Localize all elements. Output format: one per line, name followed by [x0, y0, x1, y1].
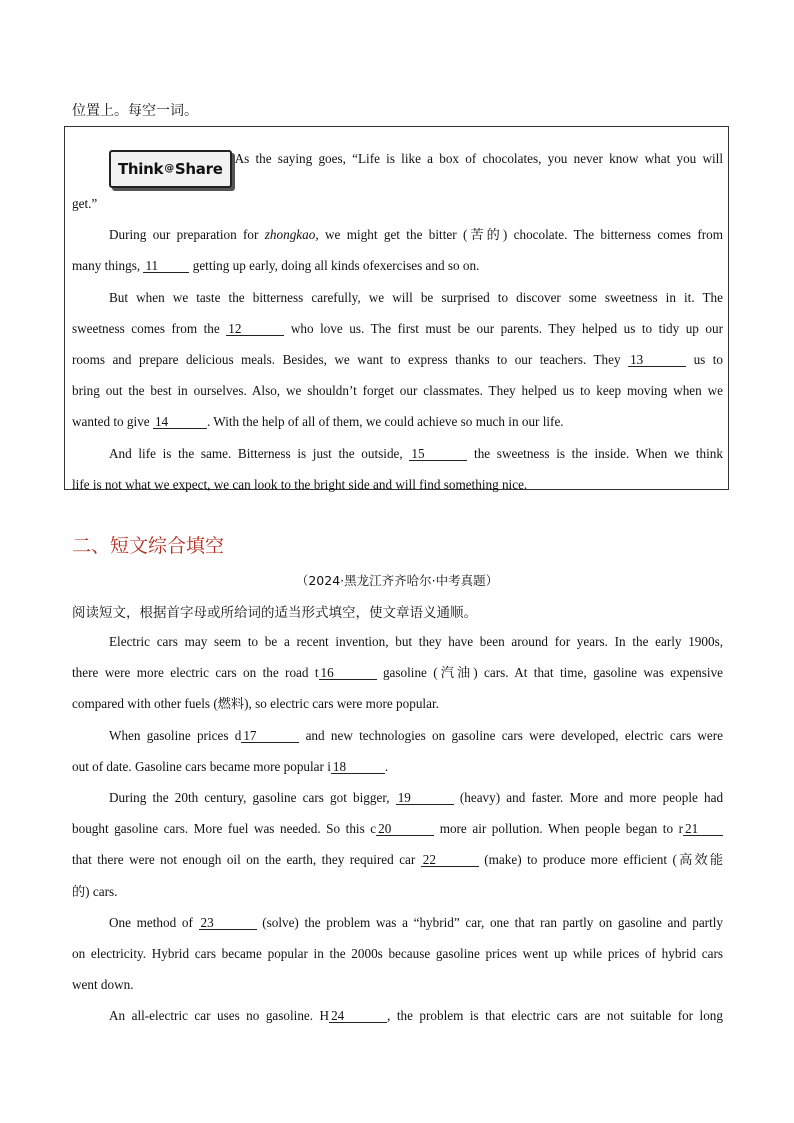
blank-18[interactable]: 18 — [331, 760, 385, 774]
blank-12[interactable]: 12 — [226, 322, 284, 336]
blank-21[interactable]: 21 — [683, 822, 723, 836]
think-share-box — [64, 126, 729, 490]
passage-line: sweetness comes from the 12 who love us. The first must be our parents. They helped us to tidy up our — [72, 320, 723, 336]
blank-14[interactable]: 14 — [153, 415, 207, 429]
passage-line: Electric cars may seem to be a recent invention, but they have been around for years. In the early 1900s, — [109, 634, 723, 649]
instruction-text: 阅读短文，根据首字母或所给词的适当形式填空，使文章语义通顺。 — [72, 605, 477, 621]
section-title: 二、短文综合填空 — [72, 535, 225, 557]
passage-line: many things, 11 getting up early, doing all kinds ofexercises and so on. — [72, 258, 480, 274]
passage-line: During our preparation for zhongkao, we might get the bitter (苦的) chocolate. The bitterness comes from — [109, 227, 723, 243]
blank-13[interactable]: 13 — [628, 353, 686, 367]
passage-line: An all-electric car uses no gasoline. H 24 , the problem is that electric cars are not suitable for long — [109, 1008, 723, 1024]
passage-line: there were more electric cars on the road t 16 gasoline (汽油) cars. At that time, gasoline was expensive — [72, 665, 724, 681]
blank-11[interactable]: 11 — [143, 259, 189, 273]
blank-22[interactable]: 22 — [421, 853, 479, 867]
source-label: （2024·黑龙江齐齐哈尔·中考真题） — [295, 573, 499, 588]
passage-line: went down. — [72, 977, 134, 993]
passage-line: bought gasoline cars. More fuel was needed. So this c 20 more air pollution. When people began to r 21 — [72, 813, 723, 844]
passage-line: One method of 23 (solve) the problem was a “hybrid” car, one that ran partly on gasoline and partly — [109, 914, 723, 930]
passage-line: But when we taste the bitterness carefully, we will be surprised to discover some sweetness in it. The — [109, 289, 723, 305]
passage-line: wanted to give 14 . With the help of all of them, we could achieve so much in our life. — [72, 414, 564, 430]
think-share-logo: Think @ Share — [109, 150, 232, 188]
passage-line: out of date. Gasoline cars became more popular i 18 . — [72, 758, 389, 774]
blank-20[interactable]: 20 — [376, 822, 434, 836]
passage-line: Think @ Share As the saying goes, “Life is like a box of chocolates, you never know what you will — [72, 141, 723, 188]
blank-19[interactable]: 19 — [396, 791, 454, 805]
blank-17[interactable]: 17 — [241, 729, 299, 743]
passage-line: that there were not enough oil on the earth, they required car 22 (make) to produce more efficient (高效能 — [72, 852, 724, 868]
passage-line: compared with other fuels (燃料), so electric cars were more popular. — [72, 696, 439, 712]
passage-line: When gasoline prices d 17 and new technologies on gasoline cars were developed, electric cars were — [109, 727, 723, 743]
cloze-passage — [72, 626, 723, 1032]
intro-text: 位置上。每空一词。 — [72, 103, 198, 119]
passage-line: 的) cars. — [72, 883, 118, 899]
passage-line: get.” — [72, 196, 98, 211]
passage-line: And life is the same. Bitterness is just the outside, 15 the sweetness is the inside. When we think — [109, 445, 723, 461]
blank-23[interactable]: 23 — [199, 916, 257, 930]
passage-line: rooms and prepare delicious meals. Besides, we want to express thanks to our teachers. They 13 us to — [72, 352, 724, 368]
passage-line: During the 20th century, gasoline cars got bigger, 19 (heavy) and faster. More and more people had — [109, 790, 724, 806]
passage-line: life is not what we expect, we can look to the bright side and will find something nice. — [72, 476, 528, 492]
passage-line: bring out the best in ourselves. Also, we shouldn’t forget our classmates. They helped us to keep moving when we — [72, 383, 723, 399]
passage-line: on electricity. Hybrid cars became popular in the 2000s because gasoline prices went up while prices of hybrid cars — [72, 946, 723, 962]
think-share-passage — [72, 141, 723, 500]
blank-16[interactable]: 16 — [319, 666, 377, 680]
blank-24[interactable]: 24 — [329, 1009, 387, 1023]
blank-15[interactable]: 15 — [409, 447, 467, 461]
